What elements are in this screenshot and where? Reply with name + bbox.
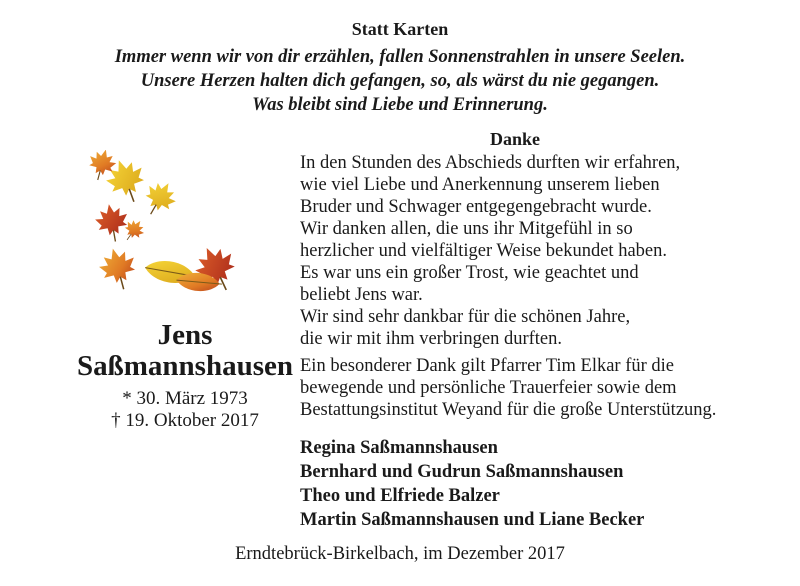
leaf-icon (95, 244, 141, 294)
signers-list (300, 436, 780, 532)
place-date: Erndtebrück-Birkelbach, im Dezember 2017 (235, 544, 565, 564)
deceased-first-name: Jens (157, 319, 213, 351)
message-line: beliebt Jens war. (300, 285, 423, 305)
message-line: Ein besonderer Dank gilt Pfarrer Tim Elkar für die (300, 356, 675, 376)
autumn-leaves-image (88, 150, 248, 300)
message-line: In den Stunden des Abschieds durften wir erfahren, (300, 153, 681, 173)
message-line: herzlicher und vielfältiger Weise bekundet haben. (300, 241, 667, 261)
danke-title: Danke (490, 129, 541, 149)
poem (0, 45, 800, 117)
message-line: die wir mit ihm verbringen durften. (300, 329, 563, 349)
signer: Theo und Elfriede Balzer (300, 486, 500, 506)
birth-date: * 30. März 1973 (122, 388, 248, 409)
message-line: Wir sind sehr dankbar für die schönen Jahre, (300, 307, 631, 327)
poem-line: Was bleibt sind Liebe und Erinnerung. (252, 95, 548, 115)
message-line: Es war uns ein großer Trost, wie geachtet und (300, 263, 639, 283)
poem-line: Immer wenn wir von dir erzählen, fallen Sonnenstrahlen in unsere Seelen. (114, 47, 686, 67)
signer: Bernhard und Gudrun Saßmannshausen (300, 462, 624, 482)
poem-line: Unsere Herzen halten dich gefangen, so, als wärst du nie gegangen. (140, 71, 660, 91)
leaf-icon (93, 201, 131, 244)
leaf-icon (137, 176, 181, 222)
message-line: wie viel Liebe und Anerkennung unserem lieben (300, 175, 660, 195)
header-title: Statt Karten (351, 19, 449, 39)
deceased-block (60, 320, 310, 432)
leaf-icon (88, 150, 119, 183)
message-line: Wir danken allen, die uns ihr Mitgefühl in so (300, 219, 633, 239)
message-line: Bestattungsinstitut Weyand für die große Unterstützung. (300, 400, 717, 420)
thank-you-message (300, 152, 780, 421)
deceased-last-name: Saßmannshausen (77, 350, 293, 382)
signer: Regina Saßmannshausen (300, 438, 498, 458)
death-date: † 19. Oktober 2017 (111, 410, 259, 431)
message-line: Bruder und Schwager entgegengebracht wurde. (300, 197, 652, 217)
message-line: bewegende und persönliche Trauerfeier sowie dem (300, 378, 677, 398)
signer: Martin Saßmannshausen und Liane Becker (300, 510, 645, 530)
